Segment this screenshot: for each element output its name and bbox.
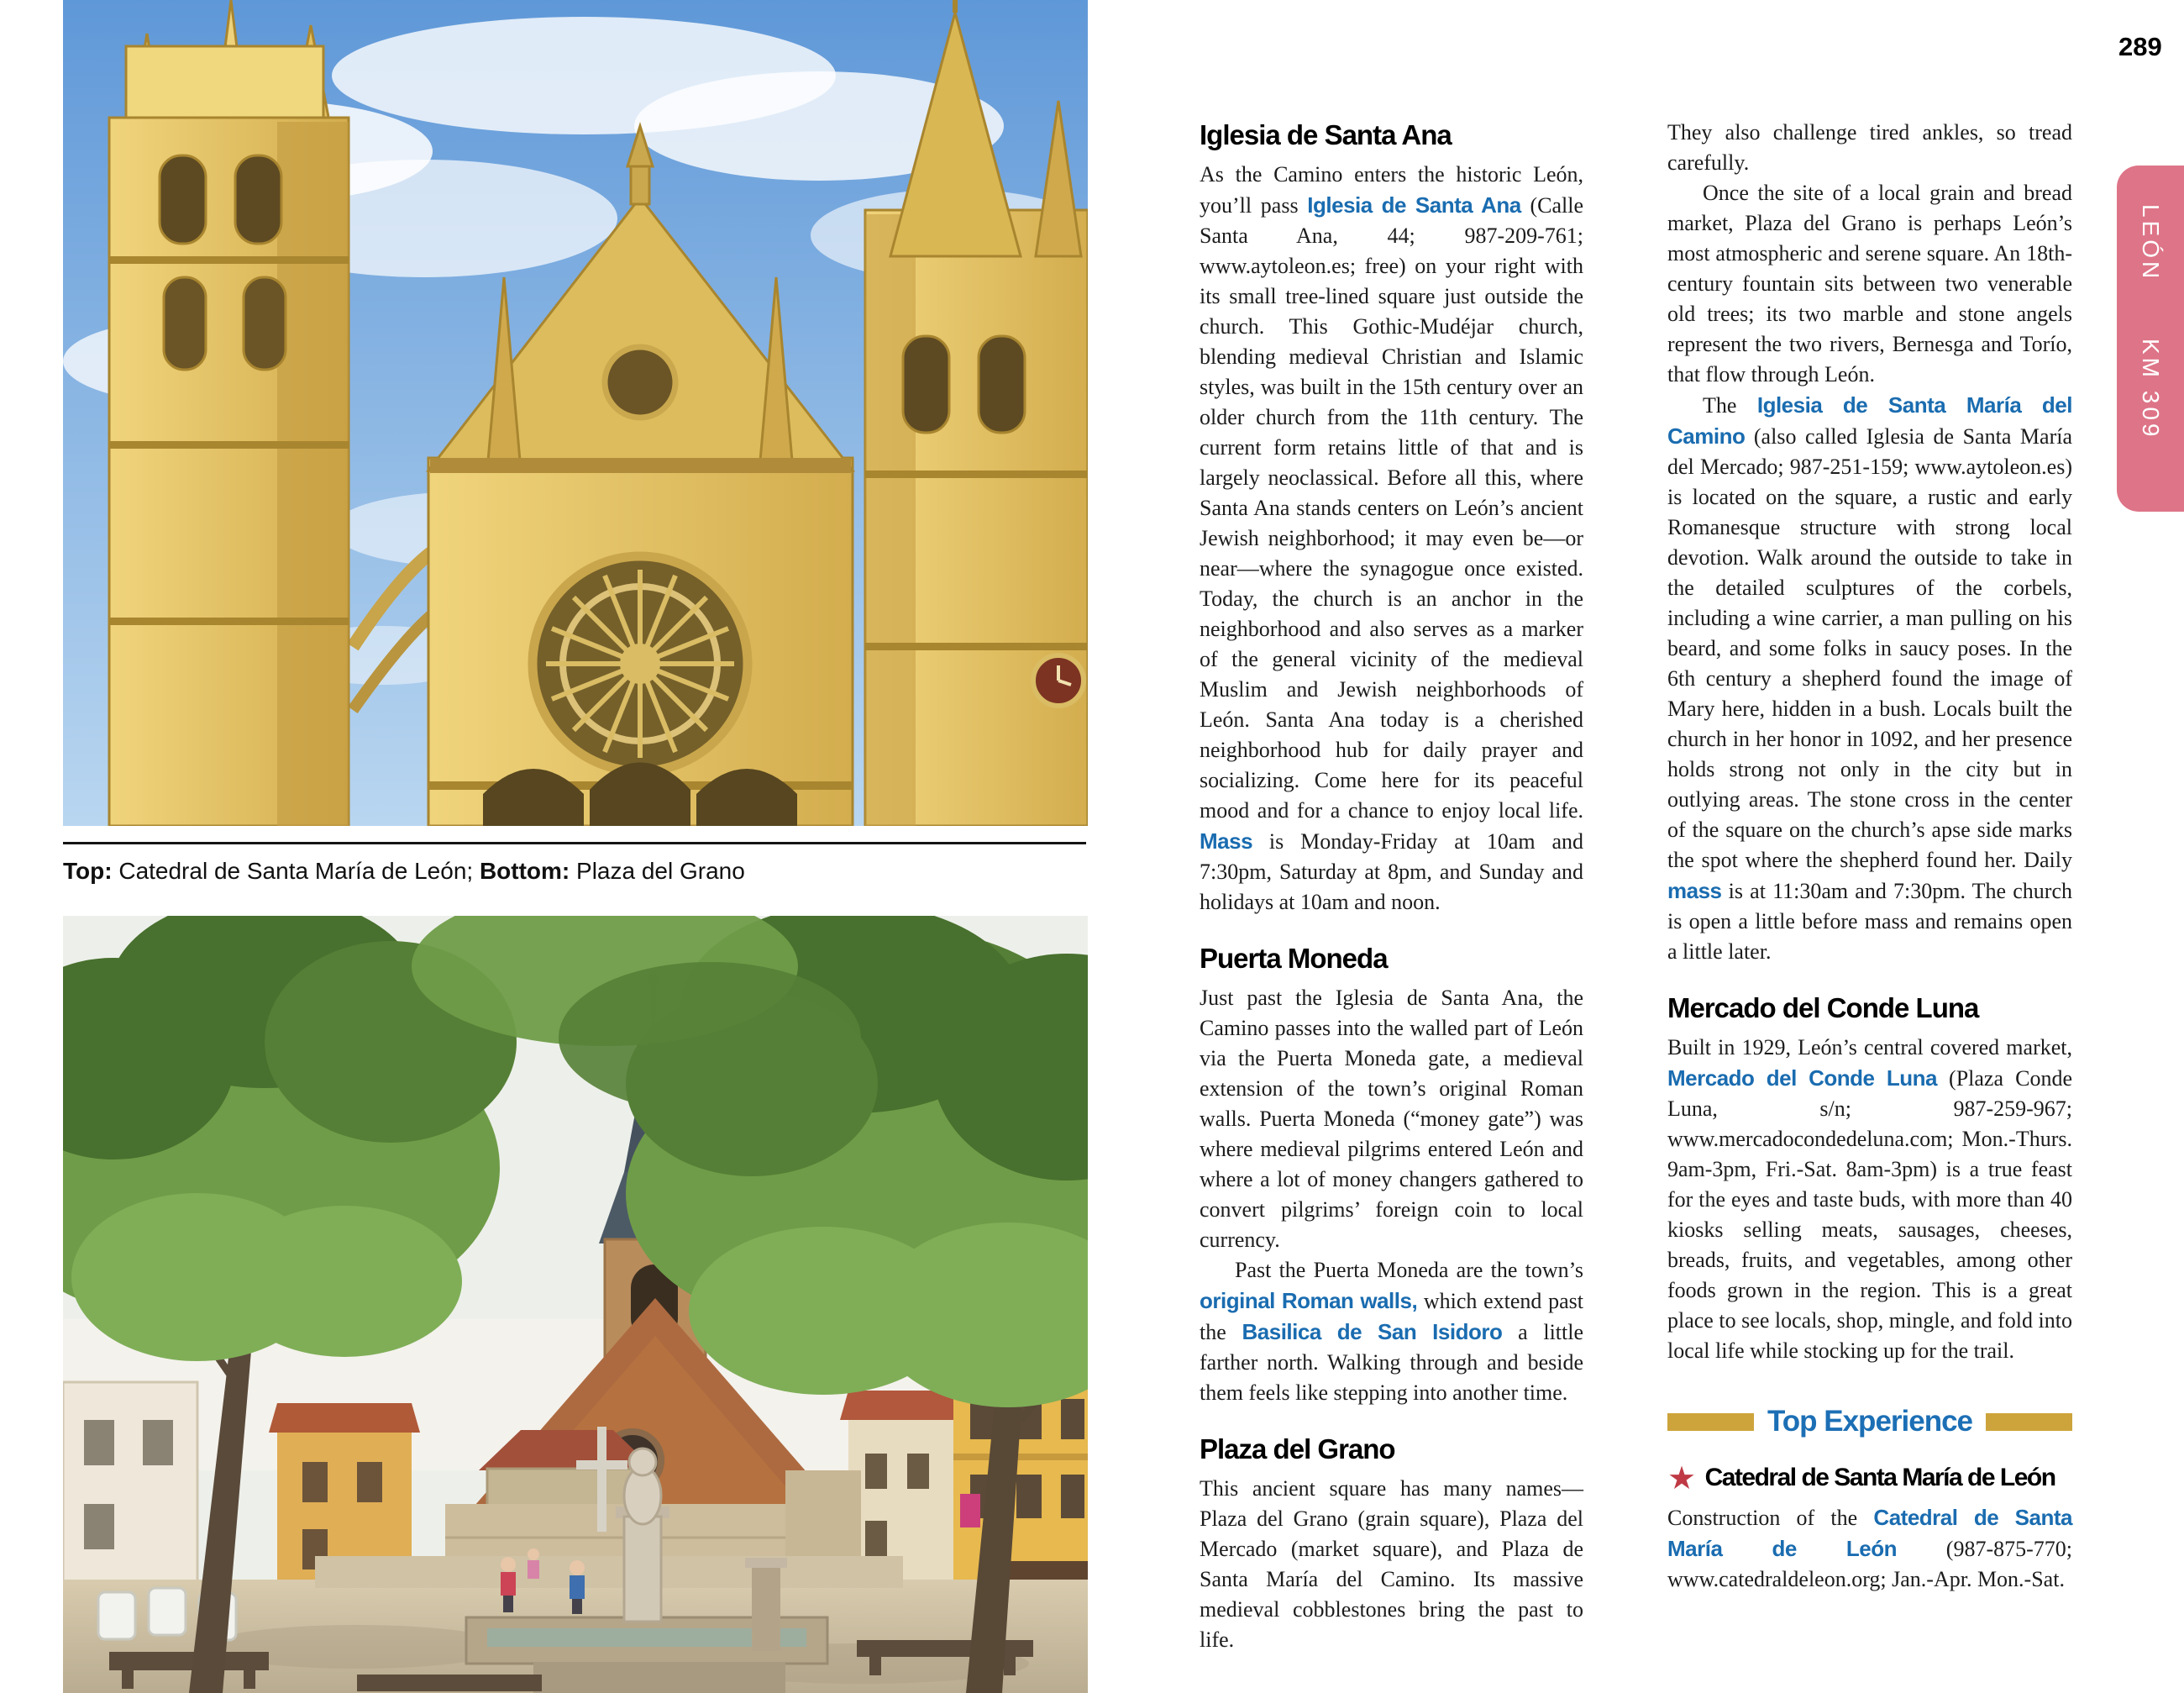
cross-reference: Iglesia de Santa Ana (1307, 192, 1521, 218)
text-run: Once the site of a local grain and bread market, Plaza del Grano is perhaps León’s most atmospheric and serene square. An 18th-century fountain sits between two venerable old trees; its two marble and stone angels represent the two rivers, Bernesga and Torío, that flow through León. (1667, 181, 2072, 386)
caption-divider (63, 842, 1086, 844)
text-run: Just past the Iglesia de Santa Ana, the Camino passes into the walled part of León via the Puerta Moneda gate, a medieval extension of the town’s original Roman walls. Puerta Moneda (“money gate”) was where medieval pilgrims entered León and where a lot of money changers gathered to convert pilgrims’ foreign coin to local currency. (1200, 986, 1583, 1252)
cross-reference: mass (1667, 878, 1722, 903)
plaza-illustration (63, 916, 1088, 1693)
photo-cathedral (63, 0, 1088, 826)
paragraph (1667, 1033, 2072, 1366)
text-run: (987-875-770; www.catedraldeleon.org; Jan.-Apr. Mon.-Sat. (1667, 1537, 2072, 1591)
cross-reference: Mass (1200, 828, 1253, 854)
banner-bar-left (1667, 1413, 1754, 1431)
text-run: Past the Puerta Moneda are the town’s (1235, 1258, 1583, 1282)
banner-label: Top Experience (1767, 1405, 1973, 1438)
paragraph (1200, 1255, 1583, 1408)
text-run: (Calle Santa Ana, 44; 987-209-761; www.aytoleon.es; free) on your right with its small tree-lined square just outside the church. This Gothic-Mudéjar church, blending medieval Christian and Islamic styles, was built in the 15th century over an older church from the 11th century. The current form retains little of that and is largely neoclassical. Before all this, where Santa Ana stands centers on León’s ancient Jewish neighborhood; it may even be—or near—where the synagogue once existed. Today, the church is an anchor in the neighborhood and also serves as a marker of the general vicinity of the medieval Muslim and Jewish neighborhoods of León. Santa Ana today is a cherished neighborhood hub for daily prayer and socializing. Come here for its peaceful mood and for a chance to enjoy local life. (1200, 193, 1584, 823)
page-number: 289 (2118, 32, 2162, 61)
paragraph (1667, 178, 2072, 390)
text-run: As the Camino enters the historic León, you’ll pass (1200, 162, 1583, 218)
paragraph (1667, 1502, 2072, 1595)
star-icon: ★ (1667, 1459, 1695, 1496)
top-experience-banner (1667, 1406, 2072, 1437)
text-run: (also called Iglesia de Santa María del Mercado; 987-251-159; www.aytoleon.es) is located on the square, a rustic and early Romanesque structure with strong local devotion. Walk around the outside to take in the detailed sculptures of the corbels, including a wine carrier, a man pulling on his beard, and some folks in saucy poses. In the 6th century a shepherd found the image of Mary here, hidden in a bush. Locals built the church in her honor in 1092, and her presence holds strong not only in the city but in outlying areas. The stone cross in the center of the square on the church’s apse side marks the spot where the shepherd found her. Daily (1667, 424, 2072, 872)
text-run: This ancient square has many names—Plaza del Grano (grain square), Plaza del Mercado (market square), and Plaza de Santa María del Camino. Its massive medieval cobblestones bring the past to life. (1200, 1476, 1583, 1652)
paragraph (1200, 1474, 1583, 1655)
paragraph (1200, 983, 1583, 1255)
paragraph (1667, 118, 2072, 178)
section-heading: Plaza del Grano (1200, 1433, 1395, 1464)
heading-text: Catedral de Santa María de León (1704, 1464, 2055, 1491)
section-heading: Mercado del Conde Luna (1667, 992, 1979, 1023)
cross-reference: Iglesia de Santa María del Camino (1667, 392, 2072, 449)
text-column-right (1667, 118, 2072, 1595)
cross-reference: Mercado del Conde Luna (1667, 1065, 1937, 1091)
text-run: Construction of the (1667, 1506, 1874, 1530)
cathedral-illustration (63, 0, 1088, 826)
text-run: They also challenge tired ankles, so tread carefully. (1667, 120, 2072, 175)
tab-region-label: LEÓN (2138, 204, 2164, 282)
text-run: (Plaza Conde Luna, s/n; 987-259-967; www.mercadocondedeluna.com; Mon.-Thurs. 9am-3pm, Fri.-Sat. 8am-3pm) is a true feast for the eyes and taste buds, with more than 40 kiosks selling meats, sausages, cheeses, breads, fruits, and vegetables, among other foods grown in the region. This is a great place to see locals, shop, mingle, and fold into local life while stocking up for the trail. (1667, 1066, 2072, 1363)
top-experience-heading (1667, 1460, 2072, 1496)
cross-reference: Catedral de Santa María de León (1667, 1505, 2072, 1561)
photo-plaza (63, 916, 1088, 1693)
paragraph (1200, 160, 1583, 917)
cross-reference: Basilica de San Isidoro (1242, 1319, 1503, 1344)
banner-bar-right (1986, 1413, 2072, 1431)
text-run: The (1703, 393, 1757, 418)
caption-bottom-label: Bottom: (479, 858, 570, 884)
caption-top-text: Catedral de Santa María de León; (112, 858, 480, 884)
paragraph (1667, 390, 2072, 967)
text-run: is Monday-Friday at 10am and 7:30pm, Saturday at 8pm, and Sunday and holidays at 10am and noon. (1200, 829, 1583, 914)
caption-top-label: Top: (63, 858, 113, 884)
tab-km-label: KM 309 (2138, 339, 2164, 440)
section-heading: Iglesia de Santa Ana (1200, 119, 1452, 150)
text-run: is at 11:30am and 7:30pm. The church is open a little before mass and remains open a little later. (1667, 879, 2072, 964)
photo-caption (63, 854, 1086, 889)
text-run: which extend past the (1200, 1289, 1583, 1344)
chapter-tab (2117, 166, 2184, 512)
cross-reference: original Roman walls, (1200, 1288, 1418, 1313)
chapter-tab-text (2137, 204, 2164, 440)
text-run: Built in 1929, León’s central covered market, (1667, 1035, 2072, 1059)
text-column-left (1200, 118, 1583, 1655)
text-run: a little farther north. Walking through and beside them feels like stepping into another time. (1200, 1320, 1584, 1405)
caption-bottom-text: Plaza del Grano (570, 858, 745, 884)
section-heading: Puerta Moneda (1200, 943, 1388, 974)
